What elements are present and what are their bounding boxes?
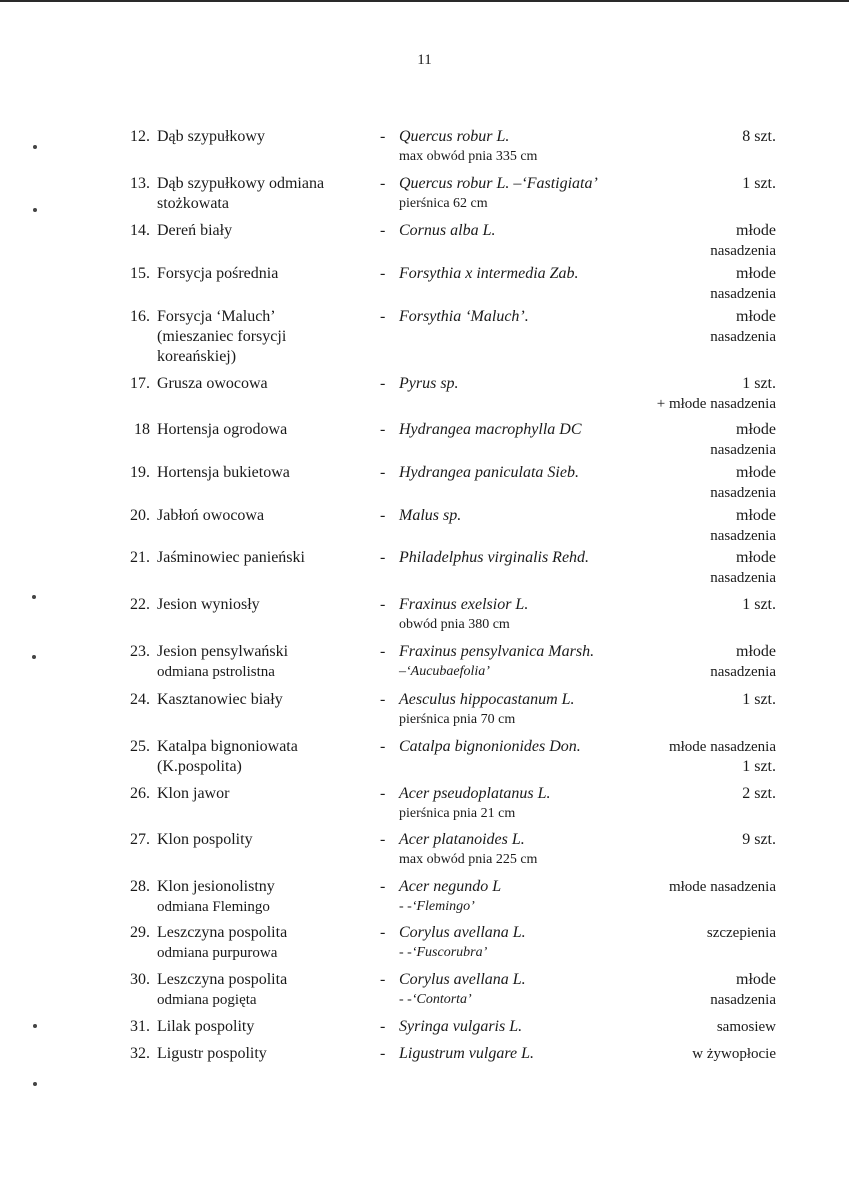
separator-dash: -: [380, 128, 386, 145]
polish-name: [157, 690, 367, 710]
page-number: 11: [417, 52, 432, 68]
latin-note: - -‘Contorta’: [399, 992, 472, 1007]
quantity-line: nasadzenia: [710, 992, 776, 1008]
separator-dash: -: [380, 265, 386, 282]
quantity-line: młode: [736, 549, 776, 566]
quantity-line: szczepienia: [706, 925, 776, 941]
polish-name-line: (mieszaniec forsycji: [157, 328, 287, 345]
separator-dash: -: [380, 643, 386, 660]
quantity-line: 2 szt.: [742, 785, 776, 802]
scan-speck: [32, 595, 36, 599]
latin-note: pierśnica pnia 21 cm: [399, 806, 516, 821]
separator-dash: -: [380, 596, 386, 613]
polish-name-line: Kasztanowiec biały: [157, 691, 283, 708]
polish-name-line: (K.pospolita): [157, 758, 242, 775]
polish-name-line: odmiana Flemingo: [157, 899, 270, 915]
latin-name-text: Fraxinus exelsior L.: [399, 596, 529, 613]
separator-dash: -: [380, 464, 386, 481]
latin-note: - -‘Fuscorubra’: [399, 945, 488, 960]
latin-note: pierśnica 62 cm: [399, 196, 488, 211]
quantity: [576, 420, 776, 460]
quantity-line: 9 szt.: [742, 831, 776, 848]
polish-name: [157, 264, 367, 284]
separator-dash: -: [380, 549, 386, 566]
latin-name-text: Acer negundo L: [399, 878, 502, 895]
polish-name-line: Jesion wyniosły: [157, 596, 260, 613]
polish-name: [157, 127, 367, 147]
entry-number: 18: [134, 421, 150, 438]
quantity: [576, 374, 776, 414]
quantity: [576, 642, 776, 682]
entry-number: 19.: [130, 464, 150, 481]
polish-name-line: Forsycja ‘Maluch’: [157, 308, 276, 325]
polish-name-line: Jesion pensylwański: [157, 643, 289, 660]
polish-name-line: Klon jawor: [157, 785, 230, 802]
polish-name-line: odmiana pstrolistna: [157, 664, 275, 680]
separator-dash: -: [380, 738, 386, 755]
separator-dash: -: [380, 507, 386, 524]
top-border: [0, 0, 849, 2]
latin-name-text: Fraxinus pensylvanica Marsh.: [399, 643, 595, 660]
scan-speck: [33, 1024, 37, 1028]
separator-dash: -: [380, 308, 386, 325]
quantity-line: nasadzenia: [710, 243, 776, 259]
scan-speck: [33, 208, 37, 212]
quantity: [576, 127, 776, 147]
polish-name-line: Ligustr pospolity: [157, 1045, 267, 1062]
entry-number: 14.: [130, 222, 150, 239]
latin-note: –‘Aucubaefolia’: [399, 664, 490, 679]
polish-name: [157, 784, 367, 804]
polish-name: [157, 877, 367, 917]
polish-name-line: Dereń biały: [157, 222, 233, 239]
quantity: [576, 737, 776, 777]
polish-name-line: Leszczyna pospolita: [157, 971, 288, 988]
polish-name-line: Lilak pospolity: [157, 1018, 255, 1035]
polish-name: [157, 970, 367, 1010]
quantity: [576, 506, 776, 546]
quantity-line: młode: [736, 971, 776, 988]
quantity-line: młode: [736, 464, 776, 481]
quantity-line: młode: [736, 507, 776, 524]
polish-name: [157, 1017, 367, 1037]
quantity-line: młode nasadzenia: [668, 739, 776, 755]
quantity-line: młode nasadzenia: [668, 879, 776, 895]
latin-name-text: Cornus alba L.: [399, 222, 496, 239]
entry-number: 24.: [130, 691, 150, 708]
polish-name-line: koreańskiej): [157, 348, 237, 365]
quantity: [576, 595, 776, 615]
polish-name: [157, 307, 367, 367]
entry-number: 29.: [130, 924, 150, 941]
quantity: [576, 923, 776, 943]
latin-name-text: Acer platanoides L.: [399, 831, 525, 848]
polish-name-line: Grusza owocowa: [157, 375, 268, 392]
entry-number: 30.: [130, 971, 150, 988]
polish-name: [157, 506, 367, 526]
separator-dash: -: [380, 1045, 386, 1062]
quantity-line: młode: [736, 421, 776, 438]
quantity-line: młode: [736, 643, 776, 660]
entry-number: 32.: [130, 1045, 150, 1062]
quantity-line: nasadzenia: [710, 485, 776, 501]
polish-name-line: Hortensja ogrodowa: [157, 421, 288, 438]
scan-speck: [33, 145, 37, 149]
latin-name-text: Corylus avellana L.: [399, 971, 526, 988]
scan-speck: [32, 655, 36, 659]
latin-note: max obwód pnia 225 cm: [399, 852, 538, 867]
polish-name-line: Forsycja pośrednia: [157, 265, 279, 282]
quantity-line: nasadzenia: [710, 329, 776, 345]
latin-note: obwód pnia 380 cm: [399, 617, 510, 632]
polish-name-line: odmiana pogięta: [157, 992, 257, 1008]
latin-name-text: Corylus avellana L.: [399, 924, 526, 941]
polish-name-line: stożkowata: [157, 195, 229, 212]
separator-dash: -: [380, 375, 386, 392]
quantity: [576, 221, 776, 261]
entry-number: 13.: [130, 175, 150, 192]
latin-name-text: Aesculus hippocastanum L.: [399, 691, 575, 708]
latin-name-text: Philadelphus virginalis Rehd.: [399, 549, 590, 566]
latin-note: pierśnica pnia 70 cm: [399, 712, 516, 727]
entry-number: 12.: [130, 128, 150, 145]
quantity-line: młode: [736, 308, 776, 325]
quantity: [576, 307, 776, 347]
quantity: [576, 1017, 776, 1037]
latin-name-text: Syringa vulgaris L.: [399, 1018, 523, 1035]
quantity-line: + młode nasadzenia: [656, 396, 776, 412]
latin-name-text: Acer pseudoplatanus L.: [399, 785, 551, 802]
latin-name-text: Malus sp.: [399, 507, 462, 524]
latin-name-text: Hydrangea macrophylla DC: [399, 421, 582, 438]
quantity: [576, 264, 776, 304]
quantity-line: 1 szt.: [742, 596, 776, 613]
polish-name-line: odmiana purpurowa: [157, 945, 278, 961]
quantity: [576, 970, 776, 1010]
quantity: [576, 548, 776, 588]
entry-number: 25.: [130, 738, 150, 755]
separator-dash: -: [380, 1018, 386, 1035]
entry-number: 21.: [130, 549, 150, 566]
quantity: [576, 877, 776, 897]
separator-dash: -: [380, 421, 386, 438]
separator-dash: -: [380, 971, 386, 988]
entry-number: 15.: [130, 265, 150, 282]
entry-number: 28.: [130, 878, 150, 895]
polish-name-line: Jabłoń owocowa: [157, 507, 265, 524]
quantity-line: nasadzenia: [710, 442, 776, 458]
quantity-line: 1 szt.: [742, 758, 776, 775]
entry-number: 23.: [130, 643, 150, 660]
quantity: [576, 463, 776, 503]
entry-number: 31.: [130, 1018, 150, 1035]
polish-name-line: Katalpa bignoniowata: [157, 738, 298, 755]
separator-dash: -: [380, 878, 386, 895]
polish-name: [157, 923, 367, 963]
quantity: [576, 174, 776, 194]
polish-name: [157, 830, 367, 850]
polish-name-line: Dąb szypułkowy odmiana: [157, 175, 325, 192]
latin-name-text: Pyrus sp.: [399, 375, 459, 392]
latin-name-text: Hydrangea paniculata Sieb.: [399, 464, 579, 481]
quantity-line: 8 szt.: [742, 128, 776, 145]
quantity-line: 1 szt.: [742, 175, 776, 192]
entry-number: 16.: [130, 308, 150, 325]
polish-name-line: Leszczyna pospolita: [157, 924, 288, 941]
latin-name-text: Forsythia ‘Maluch’.: [399, 308, 529, 325]
quantity: [576, 830, 776, 850]
separator-dash: -: [380, 222, 386, 239]
latin-note: max obwód pnia 335 cm: [399, 149, 538, 164]
polish-name-line: Klon jesionolistny: [157, 878, 275, 895]
quantity-line: młode: [736, 265, 776, 282]
quantity-line: nasadzenia: [710, 528, 776, 544]
quantity-line: nasadzenia: [710, 570, 776, 586]
latin-note: - -‘Flemingo’: [399, 899, 475, 914]
separator-dash: -: [380, 691, 386, 708]
latin-name-text: Forsythia x intermedia Zab.: [399, 265, 579, 282]
polish-name: [157, 174, 367, 214]
entry-number: 22.: [130, 596, 150, 613]
entry-number: 27.: [130, 831, 150, 848]
polish-name: [157, 737, 367, 777]
polish-name-line: Jaśminowiec panieński: [157, 549, 305, 566]
polish-name-line: Hortensja bukietowa: [157, 464, 290, 481]
entry-number: 20.: [130, 507, 150, 524]
polish-name: [157, 420, 367, 440]
latin-name-text: Quercus robur L. –‘Fastigiata’: [399, 175, 598, 192]
entry-number: 17.: [130, 375, 150, 392]
quantity: [576, 690, 776, 710]
quantity-line: samosiew: [716, 1019, 776, 1035]
quantity: [576, 1044, 776, 1064]
separator-dash: -: [380, 924, 386, 941]
polish-name-line: Klon pospolity: [157, 831, 253, 848]
quantity-line: w żywopłocie: [692, 1046, 776, 1062]
polish-name-line: Dąb szypułkowy: [157, 128, 265, 145]
polish-name: [157, 221, 367, 241]
separator-dash: -: [380, 831, 386, 848]
latin-name-text: Catalpa bignonionides Don.: [399, 738, 581, 755]
polish-name: [157, 548, 367, 568]
separator-dash: -: [380, 785, 386, 802]
polish-name: [157, 1044, 367, 1064]
quantity-line: nasadzenia: [710, 286, 776, 302]
polish-name: [157, 374, 367, 394]
quantity-line: 1 szt.: [742, 691, 776, 708]
separator-dash: -: [380, 175, 386, 192]
quantity-line: 1 szt.: [742, 375, 776, 392]
quantity: [576, 784, 776, 804]
quantity-line: nasadzenia: [710, 664, 776, 680]
polish-name: [157, 463, 367, 483]
latin-name-text: Quercus robur L.: [399, 128, 510, 145]
scan-speck: [33, 1082, 37, 1086]
polish-name: [157, 595, 367, 615]
entry-number: 26.: [130, 785, 150, 802]
quantity-line: młode: [736, 222, 776, 239]
polish-name: [157, 642, 367, 682]
latin-name-text: Ligustrum vulgare L.: [399, 1045, 534, 1062]
